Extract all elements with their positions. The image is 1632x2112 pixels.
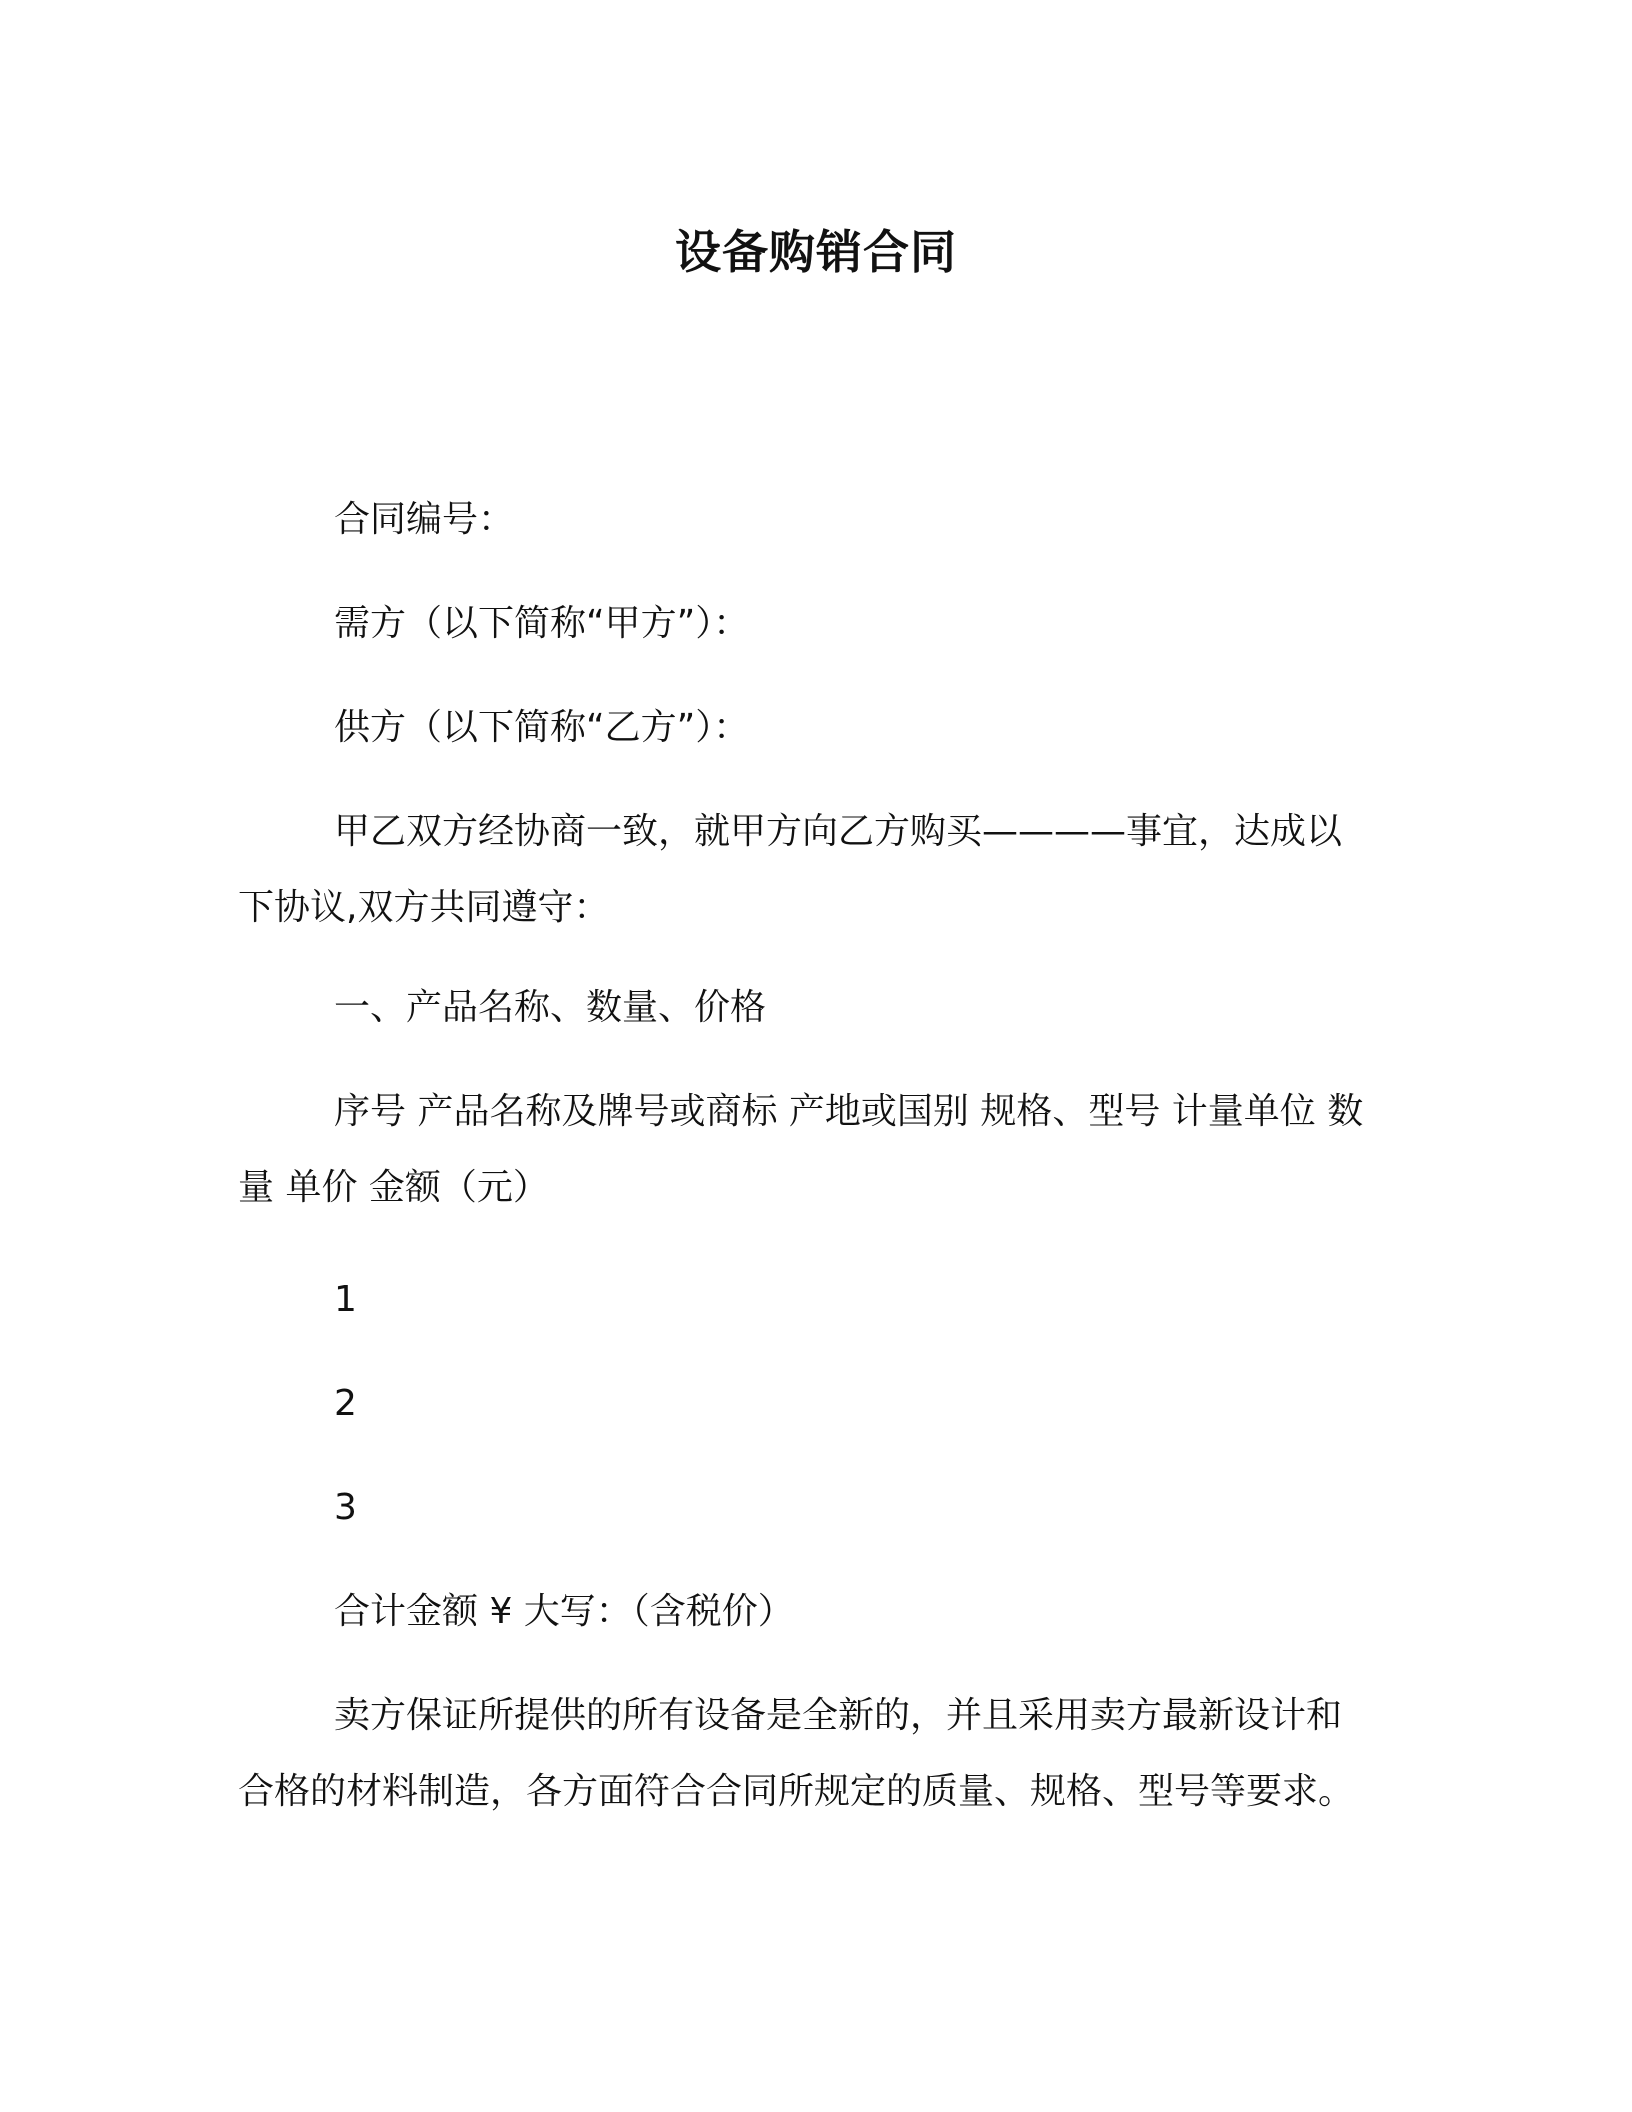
table-header-line-1: 序号 产品名称及牌号或商标 产地或国别 规格、型号 计量单位 数 [334, 1091, 1364, 1132]
document-title: 设备购销合同 [675, 225, 957, 279]
contract-number-line [238, 482, 1398, 558]
row-number: 3 [334, 1487, 357, 1528]
row-number: 1 [334, 1279, 357, 1320]
total-amount-line [238, 1574, 1398, 1650]
guarantee-paragraph [238, 1678, 1398, 1830]
guarantee-line-1: 卖方保证所提供的所有设备是全新的，并且采用卖方最新设计和 [334, 1695, 1343, 1736]
guarantee-line-2: 合格的材料制造，各方面符合合同所规定的质量、规格、型号等要求。 [238, 1771, 1355, 1812]
intro-line-2: 下协议,双方共同遵守： [238, 887, 610, 928]
contract-number-label: 合同编号： [334, 499, 515, 540]
table-row-1 [238, 1262, 1398, 1338]
party-a-line [238, 586, 1398, 662]
party-a-label: 需方（以下简称“甲方”）： [334, 603, 750, 644]
table-header-paragraph [238, 1074, 1398, 1226]
party-b-label: 供方（以下简称“乙方”）： [334, 707, 750, 748]
table-row-2 [238, 1366, 1398, 1442]
table-row-3 [238, 1470, 1398, 1546]
section-1-heading: 一、产品名称、数量、价格 [334, 987, 767, 1028]
section-1-heading-line [238, 970, 1398, 1046]
table-header-line-2: 量 单价 金额（元） [238, 1167, 549, 1208]
intro-line-1: 甲乙双方经协商一致，就甲方向乙方购买————事宜，达成以 [334, 811, 1343, 852]
intro-paragraph [238, 794, 1398, 946]
row-number: 2 [334, 1383, 357, 1424]
party-b-line [238, 690, 1398, 766]
total-amount-label: 合计金额 ¥ 大写：（含税价） [334, 1591, 794, 1632]
